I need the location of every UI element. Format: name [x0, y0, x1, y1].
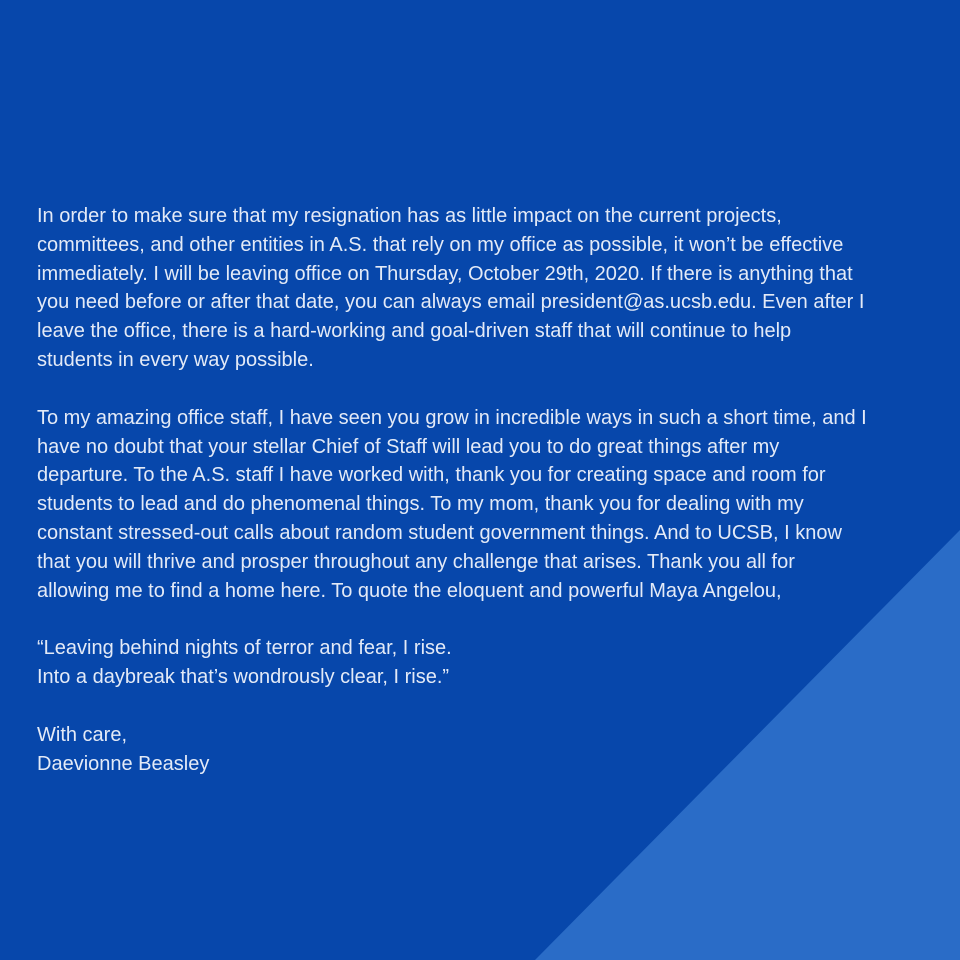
- maya-angelou-quote: [37, 634, 937, 692]
- paragraph-1-line: you need before or after that date, you can always email president@as.ucsb.edu. Even after I: [37, 291, 865, 314]
- paragraph-1-line: students in every way possible.: [37, 348, 314, 371]
- paragraph-1-line: In order to make sure that my resignation has as little impact on the current projects,: [37, 205, 782, 227]
- paragraph-2-line: have no doubt that your stellar Chief of Staff will lead you to do great things after my: [37, 435, 780, 458]
- paragraph-2-line: allowing me to find a home here. To quote the eloquent and powerful Maya Angelou,: [37, 579, 782, 602]
- resignation-letter: [37, 202, 937, 808]
- quote-line: Into a daybreak that’s wondrously clear, I rise.”: [37, 666, 450, 689]
- letter-paragraph-1: [37, 202, 937, 375]
- paragraph-1-line: committees, and other entities in A.S. that rely on my office as possible, it won’t be effective: [37, 233, 844, 256]
- letter-paragraph-2: [37, 404, 937, 606]
- paragraph-2-line: departure. To the A.S. staff I have worked with, thank you for creating space and room for: [37, 464, 826, 487]
- paragraph-2-line: constant stressed-out calls about random student government things. And to UCSB, I know: [37, 521, 842, 544]
- letter-signoff: [37, 721, 937, 779]
- signature: Daevionne Beasley: [37, 752, 210, 775]
- paragraph-2-line: students to lead and do phenomenal things. To my mom, thank you for dealing with my: [37, 493, 804, 516]
- quote-line: “Leaving behind nights of terror and fear, I rise.: [37, 637, 452, 660]
- paragraph-1-line: leave the office, there is a hard-working and goal-driven staff that will continue to help: [37, 320, 792, 343]
- paragraph-1-line: immediately. I will be leaving office on Thursday, October 29th, 2020. If there is anything that: [37, 262, 853, 285]
- paragraph-2-line: To my amazing office staff, I have seen you grow in incredible ways in such a short time, and I: [37, 406, 867, 429]
- paragraph-2-line: that you will thrive and prosper throughout any challenge that arises. Thank you all for: [37, 550, 795, 573]
- closing: With care,: [37, 723, 128, 746]
